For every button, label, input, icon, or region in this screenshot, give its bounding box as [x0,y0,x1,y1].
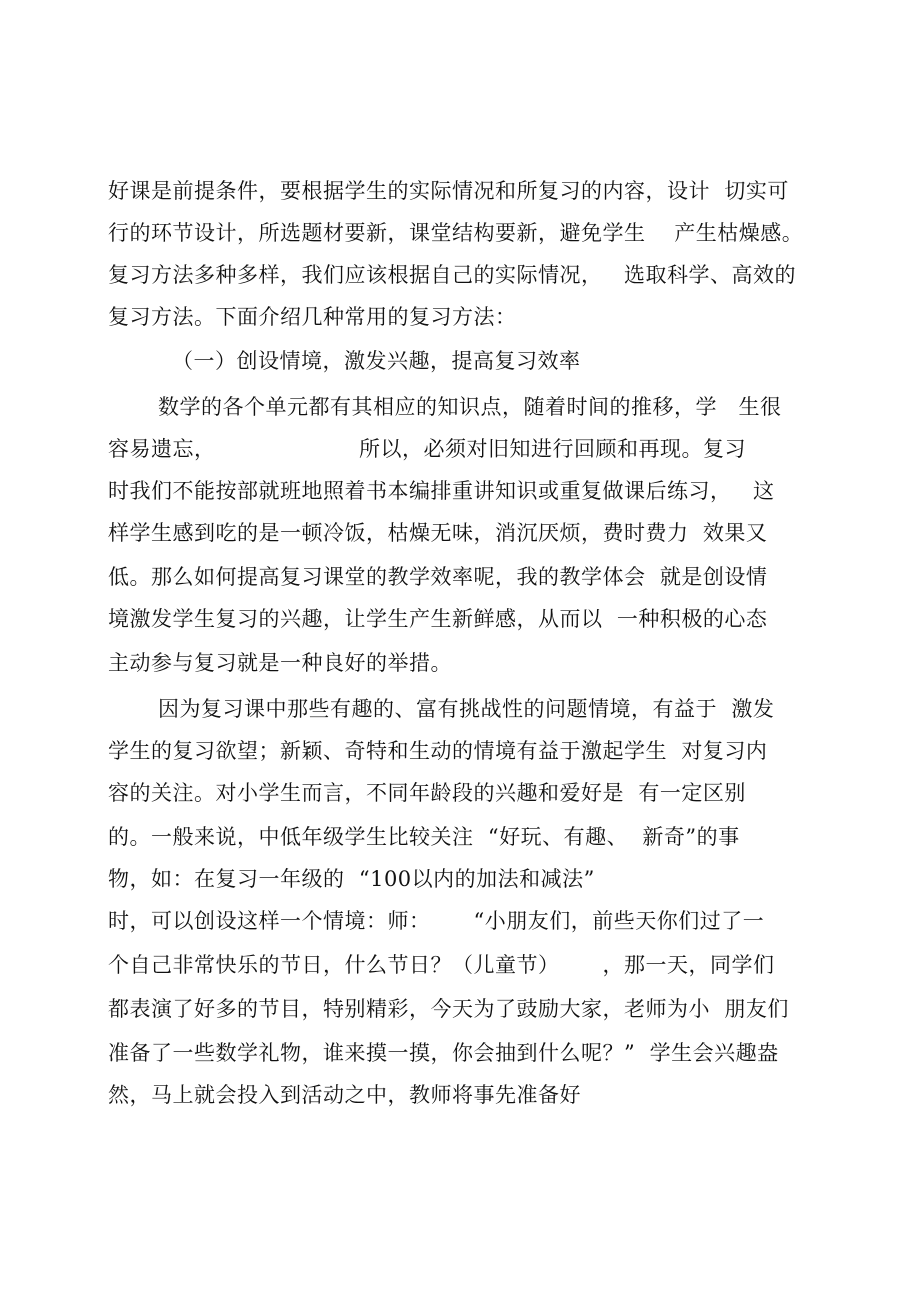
text-line: 容的关注。对小学生而言，不同年龄段的兴趣和爱好是 有一定区别 [108,781,746,805]
text-line: 境激发学生复习的兴趣，让学生产生新鲜感，从而以 一种积极的心态 [108,607,768,631]
text-line: 个自己非常快乐的节日，什么节日？（儿童节） ，那一天，同学们 [108,953,775,977]
text-line: 的。一般来说，中低年级学生比较关注 “好玩、有趣、 新奇”的事 [108,825,740,849]
text-line: 容易遗忘， 所以，必须对旧知进行回顾和再现。复习 [108,437,747,461]
text-line: 都表演了好多的节目，特别精彩，今天为了豉励大家，老师为小 朋友们 [108,997,789,1021]
text-line: 行的环节设计，所选题材要新，课堂结构要新，避免学生 产生枯燥感。 [108,221,804,245]
text-line: 样学生感到吃的是一顿冷饭，枯燥无味，消沉厌烦，费时费力 效果又 [108,521,768,545]
text-line: 低。那么如何提高复习课堂的教学效率呢，我的教学体会 就是创设情 [108,565,768,589]
text-line: 物，如：在复习一年级的 “100以内的加法和减法” [108,867,595,891]
text-line: 主动参与复习就是一种良好的举措。 [108,651,452,675]
text-line: 因为复习课中那些有趣的、富有挑战性的问题情境，有益于 激发 [158,697,775,721]
section-heading: （一）创设情境，激发兴趣，提高复习效率 [172,349,581,373]
text-line: 好课是前提条件，要根据学生的实际情况和所复习的内容，设计 切实可 [108,179,789,203]
text-line: 然，马上就会投入到活动之中，教师将事先准备好 [108,1083,581,1107]
text-line: 复习方法。下面介绍几种常用的复习方法： [108,305,517,329]
text-line: 学生的复习欲望；新颖、奇特和生动的情境有益于激起学生 对复习内 [108,739,768,763]
text-line: 复习方法多种多样，我们应该根据自己的实际情况， 选取科学、高效的 [108,263,797,287]
text-line: 数学的各个单元都有其相应的知识点，随着时间的推移，学 生很 [158,395,782,419]
text-line: 时，可以创设这样一个情境：师： “小朋友们，前些天你们过了一 [108,909,765,933]
text-line: 时我们不能按部就班地照着书本编排重讲知识或重复做课后练习， 这 [108,479,775,503]
text-line: 准备了一些数学礼物，谁来摸一摸，你会抽到什么呢？” 学生会兴趣盎 [108,1041,779,1065]
